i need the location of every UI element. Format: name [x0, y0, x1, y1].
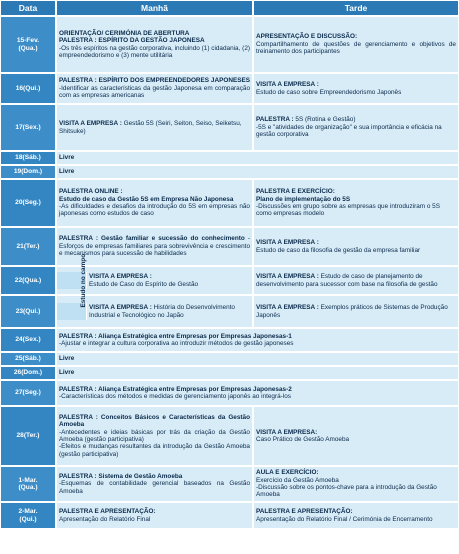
- morning-cell: [56, 73, 253, 104]
- morning-cell: [56, 502, 253, 529]
- afternoon-title: PALESTRA E EXERCÍCIO: Plano de implementação do 5S: [256, 188, 351, 203]
- morning-inner: [87, 272, 252, 289]
- morning-title: PALESTRA ONLINE : Estudo de caso da Gestão 5S em Empresa Não Japonesa: [59, 188, 234, 203]
- date-cell: 1-Mar. (Qua.): [0, 466, 56, 502]
- header-morning: Manhã: [56, 0, 253, 16]
- field-study-label-cell: [57, 253, 88, 308]
- date-cell: 25(Sáb.): [0, 352, 56, 366]
- date-cell: 24(Sex.): [0, 328, 56, 352]
- afternoon-text: Estudo de caso sobre Empreendedorismo Japonês: [256, 88, 402, 96]
- morning-text: Apresentação do Relatório Final: [59, 515, 151, 523]
- morning-inner: [87, 303, 252, 320]
- field-study-inner: [57, 253, 252, 308]
- date-cell: 23(Qui.): [0, 295, 56, 328]
- free-day-cell: Livre: [56, 165, 459, 179]
- afternoon-cell: [253, 295, 459, 328]
- afternoon-title: APRESENTAÇÃO E DISCUSSÃO:: [256, 33, 358, 41]
- date-cell: 22(Qua.): [0, 266, 56, 295]
- morning-cell: [56, 466, 253, 502]
- morning-title: PALESTRA E APRESENTAÇÃO:: [59, 508, 156, 516]
- date-cell: 17(Sex.): [0, 104, 56, 151]
- table-row: [0, 266, 459, 295]
- afternoon-title: VISITA A EMPRESA :: [256, 239, 319, 247]
- afternoon-cell: [253, 502, 459, 529]
- afternoon-text: Exercício da Gestão Amoeba -Discussão sobre os pontos-chave para a introdução da Gestão Amoeba: [256, 476, 437, 499]
- afternoon-text: -Discussões em grupo sobre as empresas que introduziram o 5S como empresas modelo: [256, 203, 440, 218]
- table-row: [0, 16, 459, 73]
- morning-text: -As dificuldades e desafios da introdução do 5S em empresas não japonesas como estudos de caso: [59, 203, 250, 218]
- table-row: [0, 295, 459, 328]
- morning-title: ORIENTAÇÃO/ CERIMÓNIA DE ABERTURA PALESTRA : ESPÍRITO DA GESTÃO JAPONESA: [59, 29, 205, 45]
- table-row: [0, 502, 459, 529]
- morning-text: História do Desenvolvimento Industrial e Tecnológico no Japão: [89, 304, 235, 319]
- table-row: [0, 466, 459, 502]
- afternoon-text: 5S (Rotina e Gestão) -5S e "atividades de organização" e sua importância e eficácia na gestão corporativa: [256, 116, 442, 139]
- full-text: -Características dos métodos e medidas de gerenciamento japonês ao integrá-los: [59, 393, 291, 400]
- afternoon-title: VISITA A EMPRESA :: [256, 304, 321, 312]
- afternoon-title: VISITA A EMPRESA:: [256, 428, 318, 436]
- full-text: -Ajustar e integrar a cultura corporativa ao introduzir métodos de gestão japoneses: [59, 340, 294, 347]
- date-cell: 26(Dom.): [0, 366, 56, 380]
- field-study-label: Estudo no campo: [80, 253, 88, 308]
- morning-title: VISITA A EMPRESA :: [89, 304, 154, 312]
- morning-text: Estudo de Caso do Espírito de Gestão: [89, 280, 199, 288]
- afternoon-text: Caso Prático de Gestão Amoeba: [256, 436, 350, 443]
- afternoon-text: Compartilhamento de questões de gerenciamento e objetivos de treinamento dos participantes: [256, 40, 456, 56]
- morning-text: Gestão 5S (Seiri, Seiton, Seiso, Seiketsu, Shitsuke): [59, 120, 242, 135]
- table-row: [0, 104, 459, 151]
- date-cell: 19(Dom.): [0, 165, 56, 179]
- free-day-cell: Livre: [56, 352, 459, 366]
- morning-cell: [56, 16, 253, 73]
- table-row: [0, 227, 459, 266]
- date-cell: 15-Fev. (Qua.): [0, 16, 56, 73]
- morning-title: VISITA A EMPRESA :: [89, 273, 152, 281]
- date-cell: 27(Seg.): [0, 380, 56, 406]
- afternoon-text: Exemplos práticos de Sistemas de Produção Japonês: [256, 304, 448, 319]
- table-row: [0, 151, 459, 165]
- afternoon-text: Estudo de caso da filosofia de gestão da empresa familiar: [256, 246, 421, 254]
- morning-text: -Esquemas de contabilidade gerencial baseados na Gestão Amoeba: [59, 480, 250, 495]
- date-cell: 16(Qui.): [0, 73, 56, 104]
- morning-title: VISITA A EMPRESA :: [59, 120, 122, 128]
- morning-cell: [56, 104, 253, 151]
- morning-text: -Esforços de empresas familiares para sobrevivência e crescimento e mecanismos para sucessão de habilidades: [59, 235, 251, 258]
- afternoon-cell: [253, 466, 459, 502]
- afternoon-cell: [253, 179, 459, 227]
- afternoon-title: VISITA A EMPRESA :: [256, 81, 319, 89]
- table-row: [0, 179, 459, 227]
- free-day-cell: Livre: [56, 151, 459, 165]
- date-cell: 20(Seg.): [0, 179, 56, 227]
- table-row: [0, 380, 459, 406]
- header-afternoon: Tarde: [253, 0, 459, 16]
- afternoon-cell: [253, 266, 459, 295]
- morning-text: -Antecedentes e ideias básicas por trás da criação da Gestão Amoeba (gestão participativa) -Efeitos e mudanças resultantes da introdução da Gestão Amoeba (gestão participativa): [59, 428, 250, 458]
- afternoon-title: AULA E EXERCÍCIO:: [256, 469, 319, 477]
- afternoon-cell: [253, 406, 459, 466]
- afternoon-title: PALESTRA :: [256, 116, 296, 124]
- morning-text: -Identificar as características da gestão Japonesa em comparação com as empresas americanas: [59, 84, 250, 100]
- date-cell: 2-Mar. (Qui.): [0, 502, 56, 529]
- date-cell: 18(Sáb.): [0, 151, 56, 165]
- morning-cell: [56, 253, 253, 308]
- table-row: [0, 328, 459, 352]
- afternoon-title: PALESTRA E APRESENTAÇÃO:: [256, 508, 353, 516]
- date-cell: 28(Ter.): [0, 406, 56, 466]
- afternoon-cell: [253, 227, 459, 266]
- morning-cell: [56, 406, 253, 466]
- afternoon-text: Apresentação do Relatório Final / Cerimónia de Encerramento: [256, 515, 433, 523]
- date-cell: 21(Ter.): [0, 227, 56, 266]
- morning-title: PALESTRA : ESPÍRITO DOS EMPREENDEDORES JAPONESES: [59, 77, 250, 85]
- table-row: [0, 165, 459, 179]
- header-date: Data: [0, 0, 56, 16]
- full-title: PALESTRA : Aliança Estratégica entre Empresas por Empresas Japonesas-1: [59, 332, 292, 340]
- afternoon-title: VISITA A EMPRESA :: [256, 273, 321, 281]
- table-row: [0, 352, 459, 366]
- afternoon-cell: [253, 73, 459, 104]
- free-day-cell: Livre: [56, 366, 459, 380]
- table-row: [0, 406, 459, 466]
- morning-text: -Os três espíritos na gestão corporativa, incluindo (1) cidadania, (2) empreendedorismo e (3) mente utilitária: [59, 44, 250, 59]
- morning-title: PALESTRA : Sistema de Gestão Amoeba: [59, 472, 183, 480]
- full-day-cell: [56, 380, 459, 406]
- afternoon-cell: [253, 104, 459, 151]
- afternoon-cell: [253, 16, 459, 73]
- full-title: PALESTRA : Aliança Estratégica entre Empresas por Empresas Japonesas-2: [59, 385, 292, 393]
- table-row: [0, 73, 459, 104]
- afternoon-text: Estudo de caso de planejamento de desenvolvimento para sucessor com base na filosofia de gestão: [256, 273, 438, 288]
- morning-title: PALESTRA : Gestão familiar e sucessão do conhecimento: [59, 235, 245, 243]
- table-row: [0, 366, 459, 380]
- full-day-cell: [56, 328, 459, 352]
- morning-cell: [56, 179, 253, 227]
- morning-title: PALESTRA : Conceitos Básicos e Características da Gestão Amoeba: [59, 413, 250, 429]
- header-row: [0, 0, 459, 16]
